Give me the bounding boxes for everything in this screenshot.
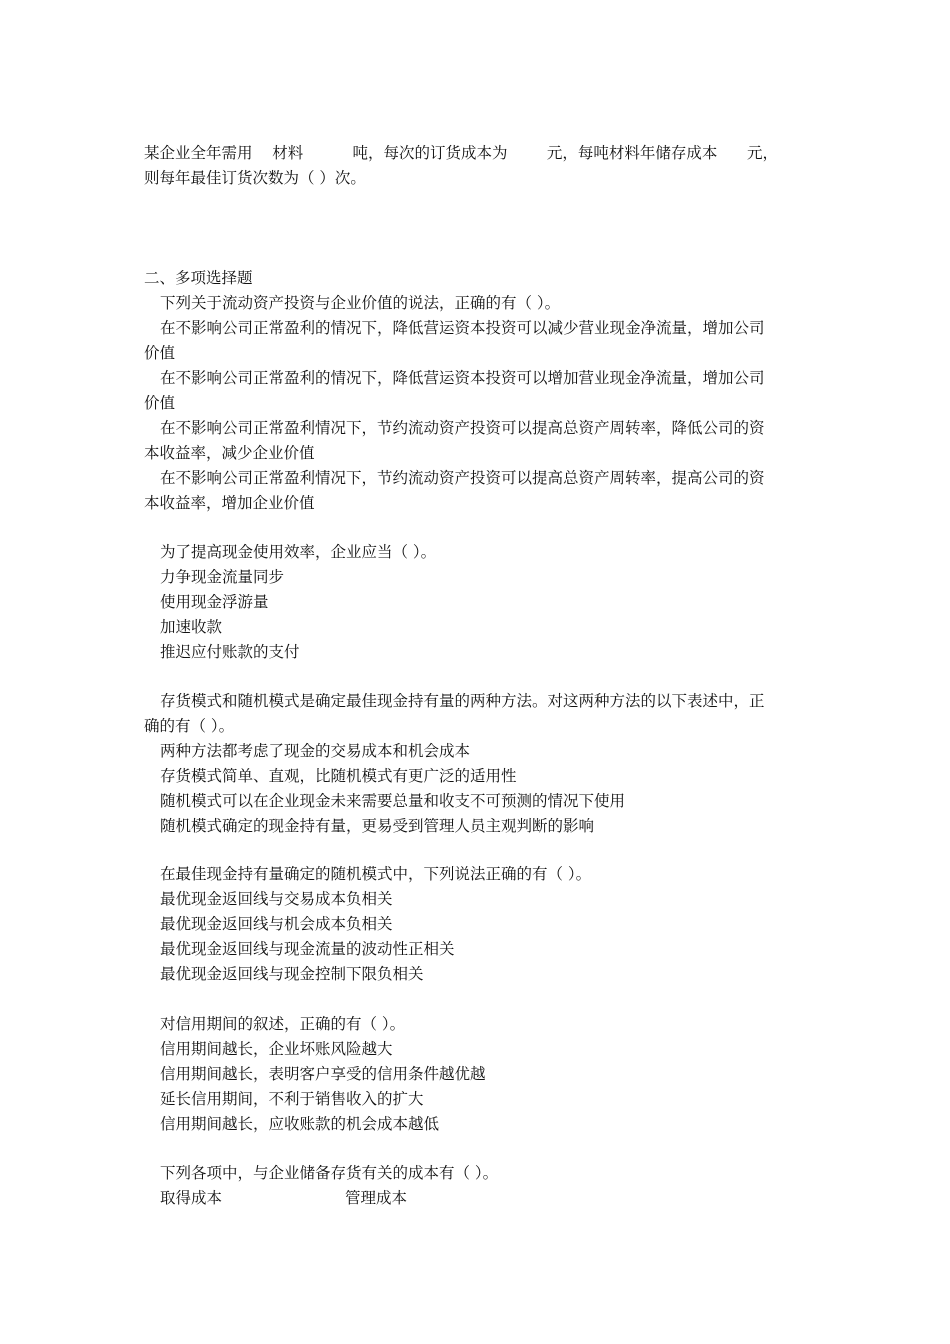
- m4-stem: 在最佳现金持有量确定的随机模式中，下列说法正确的有（ ）。: [160, 865, 592, 883]
- m2-option-d: 推迟应付账款的支付: [160, 643, 300, 661]
- m1-option-d-line-2: 本收益率，增加企业价值: [144, 494, 315, 512]
- q1-line-1: 某企业全年需用 材料 吨，每次的订货成本为 元，每吨材料年储存成本 元，: [144, 144, 778, 162]
- m2-option-a: 力争现金流量同步: [160, 568, 285, 586]
- m1-option-c-line-1: 在不影响公司正常盈利情况下，节约流动资产投资可以提高总资产周转率，降低公司的资: [160, 419, 765, 437]
- m2-option-b: 使用现金浮游量: [160, 593, 269, 611]
- m5-option-d: 信用期间越长，应收账款的机会成本越低: [160, 1115, 440, 1133]
- m1-option-b-line-2: 价值: [144, 394, 176, 412]
- m1-option-d-line-1: 在不影响公司正常盈利情况下，节约流动资产投资可以提高总资产周转率，提高公司的资: [160, 469, 765, 487]
- section-title: 二、多项选择题: [144, 269, 253, 287]
- q1-line-2: 则每年最佳订货次数为（ ）次。: [144, 169, 366, 187]
- m2-stem: 为了提高现金使用效率，企业应当（ ）。: [160, 543, 437, 561]
- m4-option-d: 最优现金返回线与现金控制下限负相关: [160, 965, 424, 983]
- m3-option-b: 存货模式简单、直观，比随机模式有更广泛的适用性: [160, 767, 517, 785]
- m1-option-c-line-2: 本收益率，减少企业价值: [144, 444, 315, 462]
- m3-option-d: 随机模式确定的现金持有量，更易受到管理人员主观判断的影响: [160, 817, 595, 835]
- m3-stem-line-2: 确的有（ ）。: [144, 717, 235, 735]
- m4-option-c: 最优现金返回线与现金流量的波动性正相关: [160, 940, 455, 958]
- m1-option-a-line-2: 价值: [144, 344, 176, 362]
- m1-option-a-line-1: 在不影响公司正常盈利的情况下，降低营运资本投资可以减少营业现金净流量，增加公司: [160, 319, 765, 337]
- m6-option-b: 管理成本: [345, 1189, 408, 1207]
- m1-option-b-line-1: 在不影响公司正常盈利的情况下，降低营运资本投资可以增加营业现金净流量，增加公司: [160, 369, 765, 387]
- m5-option-a: 信用期间越长，企业坏账风险越大: [160, 1040, 393, 1058]
- m4-option-a: 最优现金返回线与交易成本负相关: [160, 890, 393, 908]
- m6-stem: 下列各项中，与企业储备存货有关的成本有（ ）。: [160, 1164, 499, 1182]
- m3-option-c: 随机模式可以在企业现金未来需要总量和收支不可预测的情况下使用: [160, 792, 626, 810]
- m5-option-b: 信用期间越长，表明客户享受的信用条件越优越: [160, 1065, 486, 1083]
- m5-option-c: 延长信用期间，不利于销售收入的扩大: [160, 1090, 424, 1108]
- m2-option-c: 加速收款: [160, 618, 223, 636]
- m3-stem-line-1: 存货模式和随机模式是确定最佳现金持有量的两种方法。对这两种方法的以下表述中，正: [160, 692, 765, 710]
- m4-option-b: 最优现金返回线与机会成本负相关: [160, 915, 393, 933]
- m5-stem: 对信用期间的叙述，正确的有（ ）。: [160, 1015, 406, 1033]
- m3-option-a: 两种方法都考虑了现金的交易成本和机会成本: [160, 742, 471, 760]
- m6-option-a: 取得成本: [160, 1189, 223, 1207]
- m1-stem: 下列关于流动资产投资与企业价值的说法，正确的有（ ）。: [160, 294, 561, 312]
